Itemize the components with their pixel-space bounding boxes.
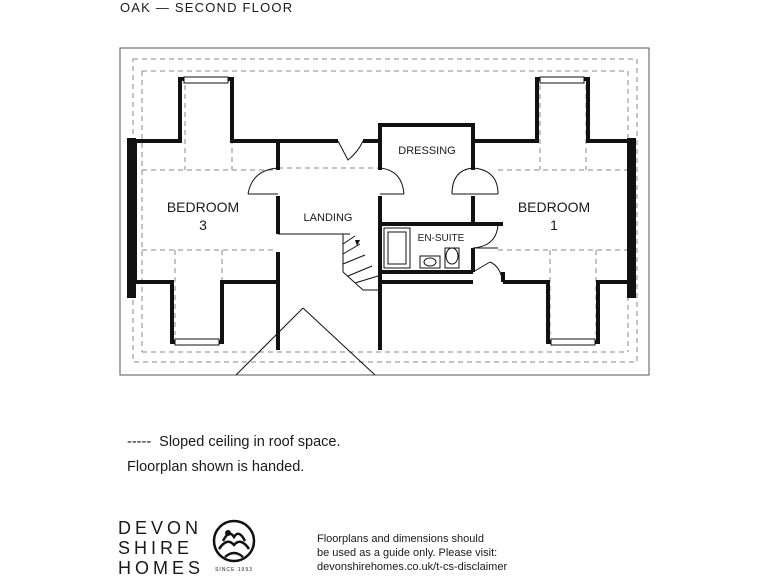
brand-line: HOMES (118, 558, 205, 578)
room-label-bedroom-3: BEDROOM (166, 199, 240, 215)
disclaimer (317, 532, 507, 574)
brand-line: SHIRE (118, 538, 194, 558)
disclaimer-line: Floorplans and dimensions should (317, 533, 484, 545)
room-label-ensuite: EN-SUITE (417, 233, 465, 244)
legend-sloped-ceiling (127, 434, 341, 450)
door-swings (248, 141, 503, 282)
room-label-landing: LANDING (303, 212, 353, 224)
room-label-dressing: DRESSING (398, 145, 456, 157)
staircase (278, 234, 380, 290)
roof-hip-lines (236, 308, 375, 375)
brand-wordmark (118, 518, 204, 578)
room-number-bedroom-1: 1 (550, 217, 558, 233)
room-label-bedroom-1: BEDROOM (517, 199, 591, 215)
brand-since: SINCE 1993 (215, 567, 253, 573)
legend-handed-note: Floorplan shown is handed. (127, 459, 305, 475)
dashed-line-sample: ----- (127, 434, 152, 450)
disclaimer-link[interactable]: devonshirehomes.co.uk/t-cs-disclaimer (317, 561, 508, 573)
room-number-bedroom-3: 3 (199, 217, 207, 233)
brand-line: DEVON (118, 518, 203, 538)
page-title: OAK — SECOND FLOOR (120, 0, 294, 15)
legend-sloped-text: Sloped ceiling in roof space. (159, 434, 341, 450)
disclaimer-line: be used as a guide only. Please visit: (317, 547, 498, 559)
gable-wall-left (127, 138, 136, 298)
gable-wall-right (627, 138, 636, 298)
